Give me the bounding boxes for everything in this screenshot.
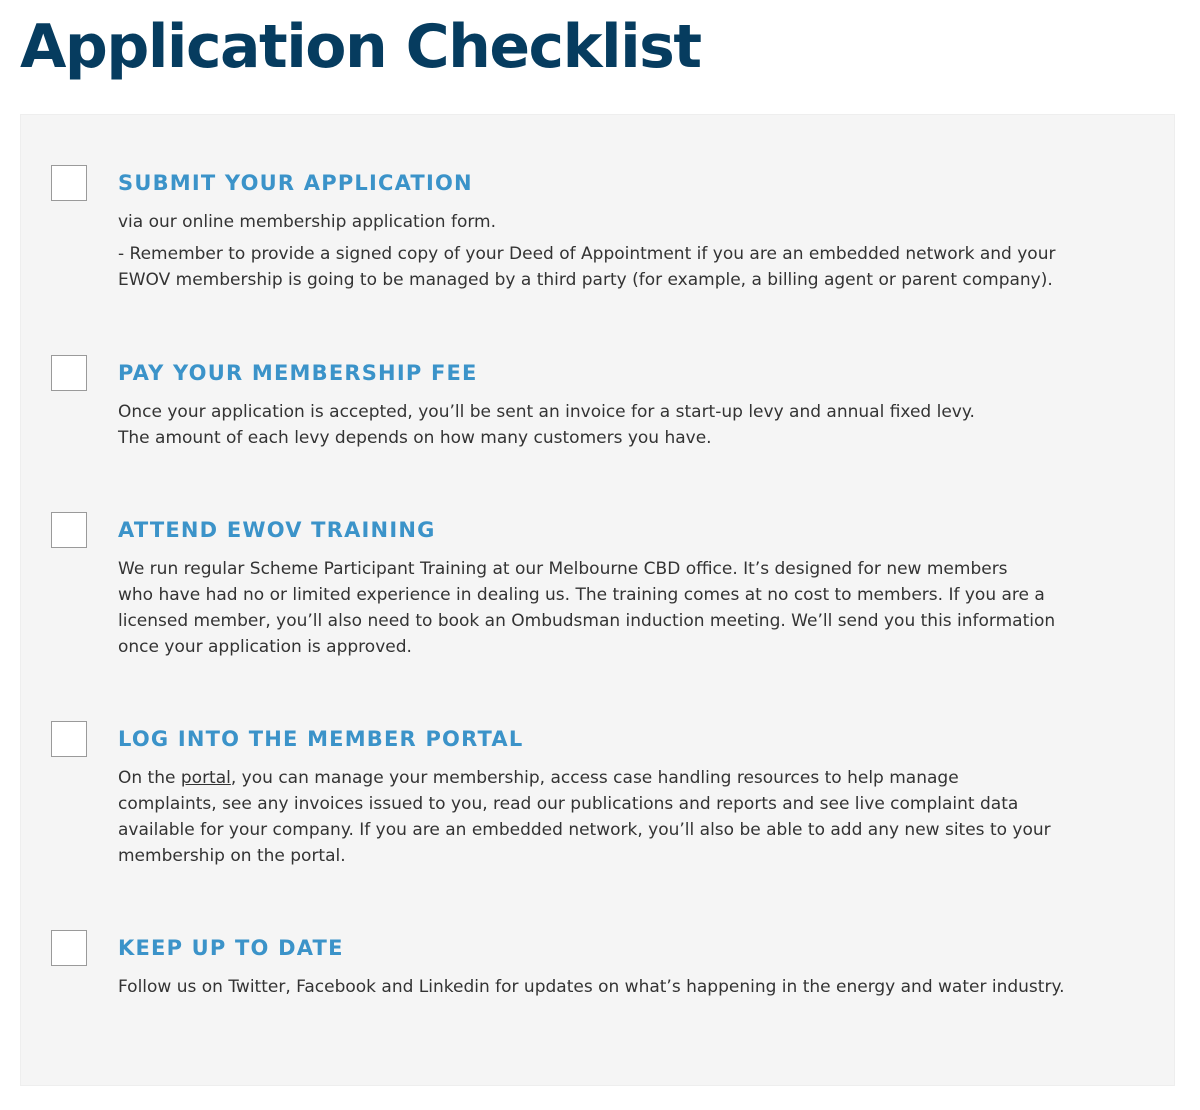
body-text: , you can manage your membership, access case handling resources to help manage [230, 768, 959, 788]
body-line: Once your application is accepted, you’ll be sent an invoice for a start-up levy and annual fixed levy. [118, 402, 975, 422]
body-line: via our online membership application form. [118, 212, 497, 232]
body-submit-application [118, 209, 1148, 293]
body-keep-up-to-date [118, 974, 1148, 1000]
body-member-portal [118, 765, 1148, 869]
body-line [118, 765, 1148, 791]
body-line: We run regular Scheme Participant Training at our Melbourne CBD office. It’s designed for new members [118, 559, 1008, 579]
body-line: membership on the portal. [118, 846, 346, 866]
portal-link[interactable]: portal [180, 768, 231, 788]
body-text: On the [118, 768, 181, 788]
checkbox-submit-application[interactable] [51, 165, 87, 201]
body-line: who have had no or limited experience in dealing us. The training comes at no cost to members. If you are a [118, 585, 1045, 605]
body-line: The amount of each levy depends on how many customers you have. [118, 428, 712, 448]
page-title: Application Checklist [20, 12, 701, 82]
checklist-panel [20, 114, 1175, 1086]
body-line: Follow us on Twitter, Facebook and Linkedin for updates on what’s happening in the energy and water industry. [118, 977, 1065, 997]
body-line: available for your company. If you are an embedded network, you’ll also be able to add any new sites to your [118, 820, 1051, 840]
body-line: once your application is approved. [118, 637, 412, 657]
body-pay-membership-fee [118, 399, 1148, 451]
checkbox-keep-up-to-date[interactable] [51, 930, 87, 966]
heading-attend-training: ATTEND EWOV TRAINING [118, 518, 436, 542]
body-line: - Remember to provide a signed copy of your Deed of Appointment if you are an embedded network and your [118, 244, 1056, 264]
checkbox-member-portal[interactable] [51, 721, 87, 757]
body-attend-training [118, 556, 1148, 660]
heading-member-portal: LOG INTO THE MEMBER PORTAL [118, 727, 524, 751]
body-line: EWOV membership is going to be managed by a third party (for example, a billing agent or parent company). [118, 270, 1053, 290]
heading-submit-application: SUBMIT YOUR APPLICATION [118, 171, 473, 195]
checkbox-pay-membership-fee[interactable] [51, 355, 87, 391]
heading-pay-membership-fee: PAY YOUR MEMBERSHIP FEE [118, 361, 478, 385]
body-line: complaints, see any invoices issued to you, read our publications and reports and see live complaint data [118, 794, 1019, 814]
heading-keep-up-to-date: KEEP UP TO DATE [118, 936, 344, 960]
checkbox-attend-training[interactable] [51, 512, 87, 548]
body-line: licensed member, you’ll also need to book an Ombudsman induction meeting. We’ll send you this information [118, 611, 1056, 631]
